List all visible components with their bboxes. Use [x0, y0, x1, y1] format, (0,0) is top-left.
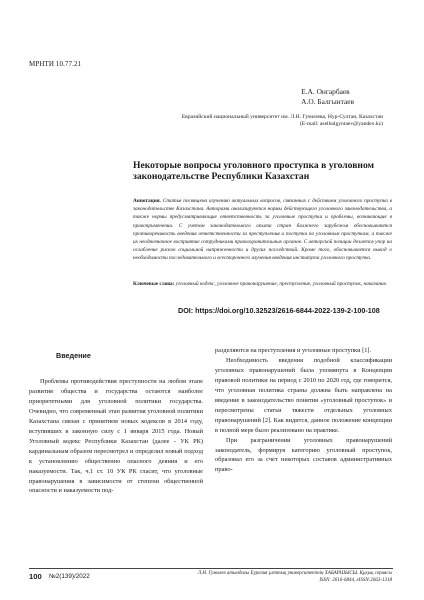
affiliation-email: (E-mail: aselbalgyntaev@yandex.kz) — [299, 121, 383, 127]
abstract-label: Аннотация. — [133, 198, 161, 204]
abstract-text: Статья посвящена изучению актуальных вопросов, связанных с действием уголовного проступка в законодательстве Казахстана. Авторами анализируются нормы действующего уголовного законодательства, а также нормы предусматривающие ответственность за уголовные проступки и проблемы, возникающие в правоприменении. С учетом законодательного опыта стран ближнего зарубежья обосновываются противоречивость введения ответственности за преступления и поступки по уголовным проступкам, а также их неоднозначное восприятие сотрудниками правоохранительных органов. С авторской позиции делается упор на ослабление рисков социальной напряженности и других последствий. Кроме того, обосновывается вывод о необходимости последовательного и всестороннего изучения введения института уголовного проступка. — [133, 198, 393, 262]
keywords-text: уголовный кодекс, уголовное правонарушение, преступление, уголовный проступок, наказание. — [175, 281, 388, 287]
paragraph: разделяются на преступления и уголовные проступки [1]. — [215, 347, 372, 354]
affiliation-university: Евразийский национальный университет им. Л.Н. Гумилева, Нур-Султан, Казахстан — [181, 114, 383, 120]
author-name: Е.А. Онгарбаев — [301, 87, 350, 96]
paragraph: Необходимость введения подобной классификации уголовных правонарушений была упомянута в Концепции правовой политики на период с 2010 по 2020 год, где говорится, что уголовная политика страны должна быть направлена на введение в законодательство понятия «уголовный проступок» и пересмотрены статьи тяжести отдельных уголовных правонарушений [2]. Как видится, данное положение концепции в полной мере было реализовано на практике. — [215, 356, 392, 434]
journal-info — [162, 571, 392, 584]
page-number: 100 — [29, 572, 42, 581]
authors-block — [301, 87, 354, 107]
body-column-right — [215, 346, 392, 475]
keywords-label: Ключевые слова: — [133, 281, 175, 287]
journal-issn: ISSN: 2616-6844, eISSN:2663-1318 — [319, 577, 392, 583]
journal-name: Л.Н. Гумилев атындағы Еуразия ұлттық университетінің ХАБАРШЫСЫ. Құқық сериясы — [197, 571, 392, 576]
grnti-code: МРНТИ 10.77.21 — [29, 60, 82, 68]
author-name: А.О. Балгынтаев — [301, 97, 354, 106]
body-column-left — [29, 377, 203, 496]
section-heading: Введение — [56, 351, 91, 360]
keywords — [133, 280, 392, 288]
abstract — [133, 197, 392, 263]
footer-divider — [29, 568, 393, 569]
paragraph: При разграничении уголовных правонарушений законодатель, формируя категорию уголовный проступок, образовал его за счет некоторых составов административных право- — [215, 436, 392, 474]
paragraph: Проблемы противодействия преступности на любом этапе развития общества и государства остаются наиболее приоритетными для уголовной политики государства. Очевидно, что современный этап развития уголовной политики Казахстана связан с принятием новых кодексов в 2014 году, вступивших в законную силу с 1 января 2015 года. Новый Уголовный кодекс Республики Казахстан (далее - УК РК) кардинальным образом пересмотрел и определил новый подход к установлению общественно опасного деяния и его наказуемости. Так, ч.1 ст. 10 УК РК гласит, что уголовные правонарушения в зависимости от степени общественной опасности и наказуемости под- — [29, 378, 203, 495]
issue-number: №2(139)/2022 — [49, 573, 90, 580]
affiliation — [133, 114, 383, 128]
doi-link[interactable]: DOI: https://doi.org/10.32523/2616-6844-2022-139-2-100-108 — [178, 306, 380, 315]
article-title: Некоторые вопросы уголовного проступка в уголовном законодательстве Республики Казахстан — [133, 160, 375, 182]
